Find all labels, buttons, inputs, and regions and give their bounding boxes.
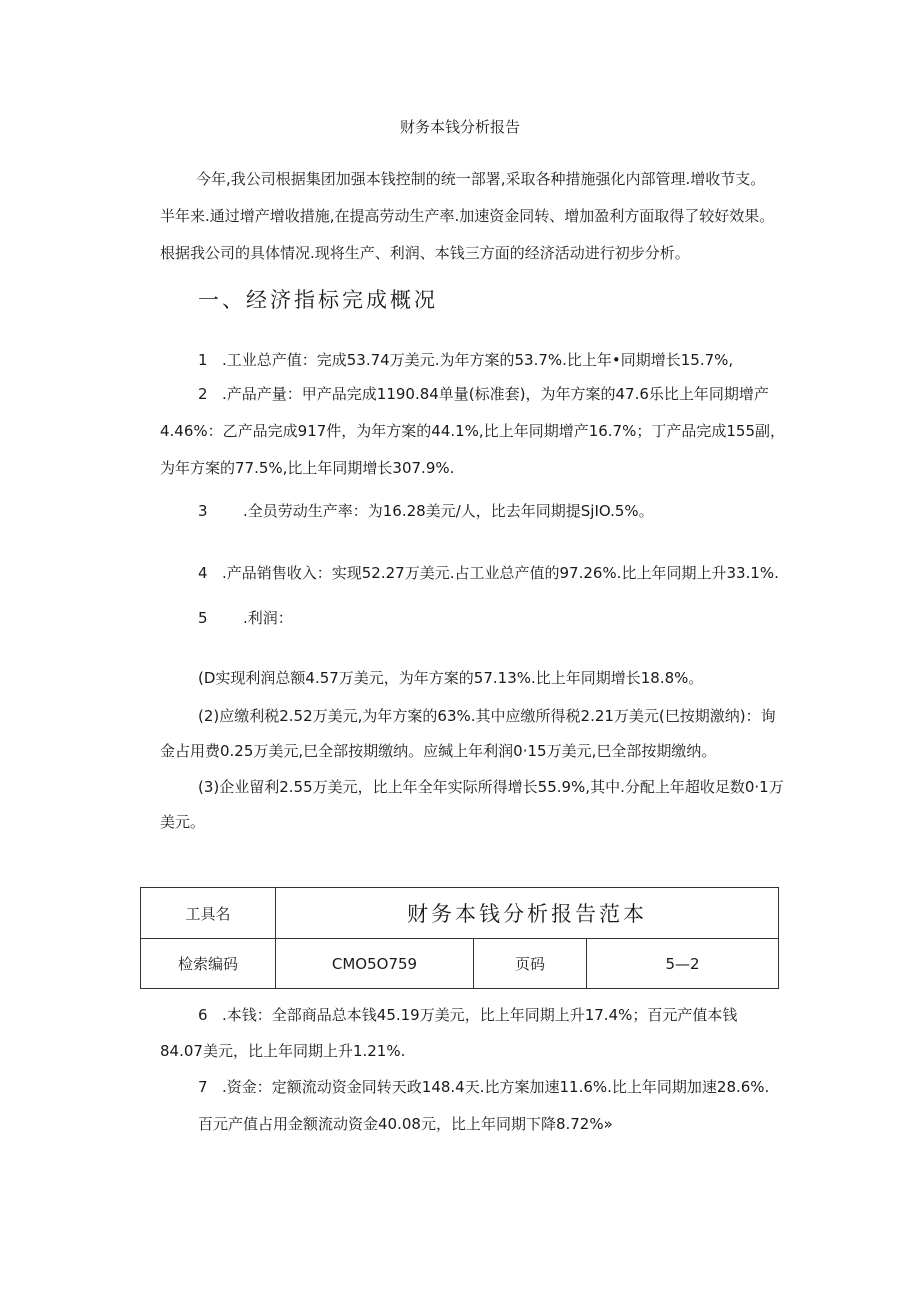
profit-line: (D实现利润总额4.57万美元，为年方案的57.13%.比上年同期增长18.8%。 bbox=[198, 669, 704, 687]
intro-line: 今年,我公司根据集团加强本钱控制的统一部署,采取各种措施强化内部管理.增收节支。 bbox=[196, 170, 766, 188]
document-info-table bbox=[140, 887, 779, 989]
item-number: 3 bbox=[198, 502, 208, 520]
item-text: .利润： bbox=[243, 609, 293, 627]
item-text: .全员劳动生产率：为16.28美元/人，比去年同期提SjIO.5%。 bbox=[243, 502, 654, 520]
tool-name-label: 工具名 bbox=[141, 888, 276, 939]
item-number: 7 bbox=[198, 1078, 208, 1096]
section-heading: 一、经济指标完成概况 bbox=[198, 288, 438, 312]
item-number: 5 bbox=[198, 609, 208, 627]
item-text: .产品销售收入：实现52.27万美元.占工业总产值的97.26%.比上年同期上升33.1%. bbox=[222, 564, 779, 582]
profit-line: (2)应缴利税2.52万美元,为年方案的63%.其中应缴所得税2.21万美元(巳按期激纳)：询 bbox=[198, 707, 776, 725]
profit-line: 金占用费0.25万美元,巳全部按期缴纳。应缄上年利润0·15万美元,巳全部按期缴纳。 bbox=[160, 742, 717, 760]
item-text: .工业总产值：完成53.74万美元.为年方案的53.7%.比上年•同期增长15.7%, bbox=[222, 351, 734, 369]
item-text-line: 84.07美元，比上年同期上升1.21%. bbox=[160, 1042, 406, 1060]
page-label: 页码 bbox=[474, 939, 587, 989]
item-text-line: 4.46%：乙产品完成917件，为年方案的44.1%,比上年同期增产16.7%；丁产品完成155副， bbox=[160, 422, 785, 440]
page-value: 5—2 bbox=[587, 939, 779, 989]
page-title: 财务本钱分析报告 bbox=[399, 118, 520, 136]
profit-line: 美元。 bbox=[160, 813, 206, 831]
list-item bbox=[198, 1004, 737, 1025]
code-label: 检索编码 bbox=[141, 939, 276, 989]
list-item bbox=[198, 562, 779, 583]
item-text: .资金：定额流动资金同转天政148.4天.比方案加速11.6%.比上年同期加速28.6%. bbox=[222, 1078, 770, 1096]
item-number: 4 bbox=[198, 564, 208, 582]
list-item bbox=[198, 349, 733, 370]
item-text-line: 百元产值占用金额流动资金40.08元，比上年同期下降8.72%» bbox=[198, 1115, 613, 1133]
list-item bbox=[198, 1076, 769, 1097]
list-item bbox=[198, 500, 654, 521]
item-text-line: 为年方案的77.5%,比上年同期增长307.9%. bbox=[160, 459, 455, 477]
item-number: 2 bbox=[198, 385, 208, 403]
intro-line: 根据我公司的具体情况.现将生产、利润、本钱三方面的经济活动进行初步分析。 bbox=[160, 244, 690, 262]
item-text: .本钱：全部商品总本钱45.19万美元，比上年同期上升17.4%；百元产值本钱 bbox=[222, 1006, 738, 1024]
item-text: .产品产量：甲产品完成1190.84单量(标准套)，为年方案的47.6乐比上年同期增产 bbox=[222, 385, 769, 403]
list-item bbox=[198, 607, 293, 628]
code-value: CMO5O759 bbox=[276, 939, 474, 989]
item-number: 6 bbox=[198, 1006, 208, 1024]
intro-line: 半年来.通过增产增收措施,在提高劳动生产率.加速资金同转、增加盈利方面取得了较好效果。 bbox=[160, 207, 775, 225]
tool-name-value: 财务本钱分析报告范本 bbox=[276, 888, 779, 939]
profit-line: (3)企业留利2.55万美元，比上年全年实际所得增长55.9%,其中.分配上年超收足数0·1万 bbox=[198, 778, 784, 796]
list-item bbox=[198, 383, 769, 404]
item-number: 1 bbox=[198, 351, 208, 369]
